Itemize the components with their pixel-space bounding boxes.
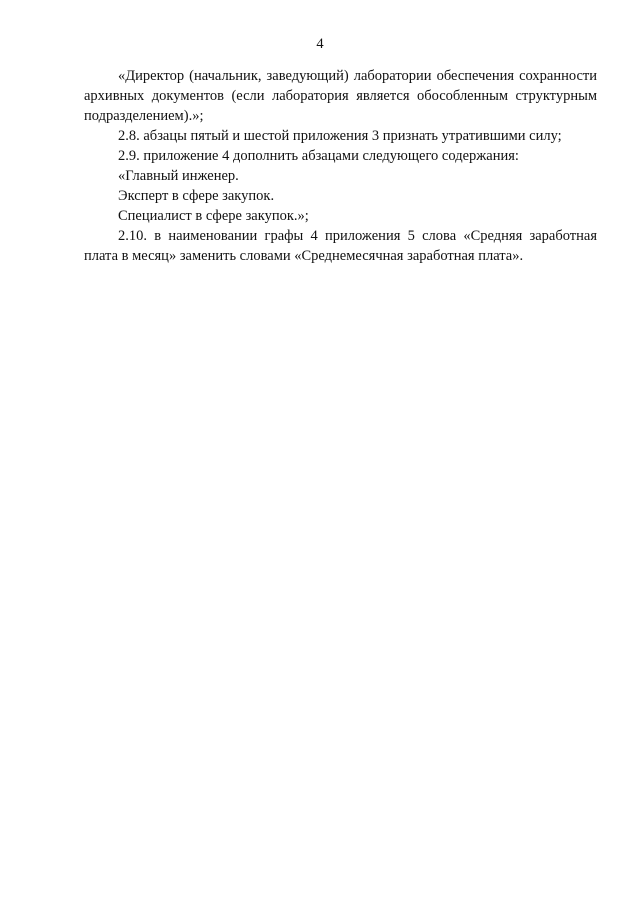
page-number: 4 (316, 36, 324, 52)
paragraph-director-title: «Директор (начальник, заведующий) лаборатории обеспечения сохранности архивных документов (если лаборатория является обособленным структурным подразделением).»; (84, 68, 597, 124)
paragraph-procurement-specialist: Специалист в сфере закупок.»; (118, 208, 309, 224)
paragraph-item-2-10: 2.10. в наименовании графы 4 приложения 5 слова «Средняя заработная плата в месяц» заменить словами «Среднемесячная заработная плата». (84, 228, 597, 264)
paragraph-item-2-9: 2.9. приложение 4 дополнить абзацами следующего содержания: (118, 148, 519, 164)
paragraph-item-2-8: 2.8. абзацы пятый и шестой приложения 3 признать утратившими силу; (118, 128, 562, 144)
paragraph-procurement-expert: Эксперт в сфере закупок. (118, 188, 275, 204)
paragraph-chief-engineer: «Главный инженер. (118, 168, 239, 184)
document-body (84, 66, 597, 266)
